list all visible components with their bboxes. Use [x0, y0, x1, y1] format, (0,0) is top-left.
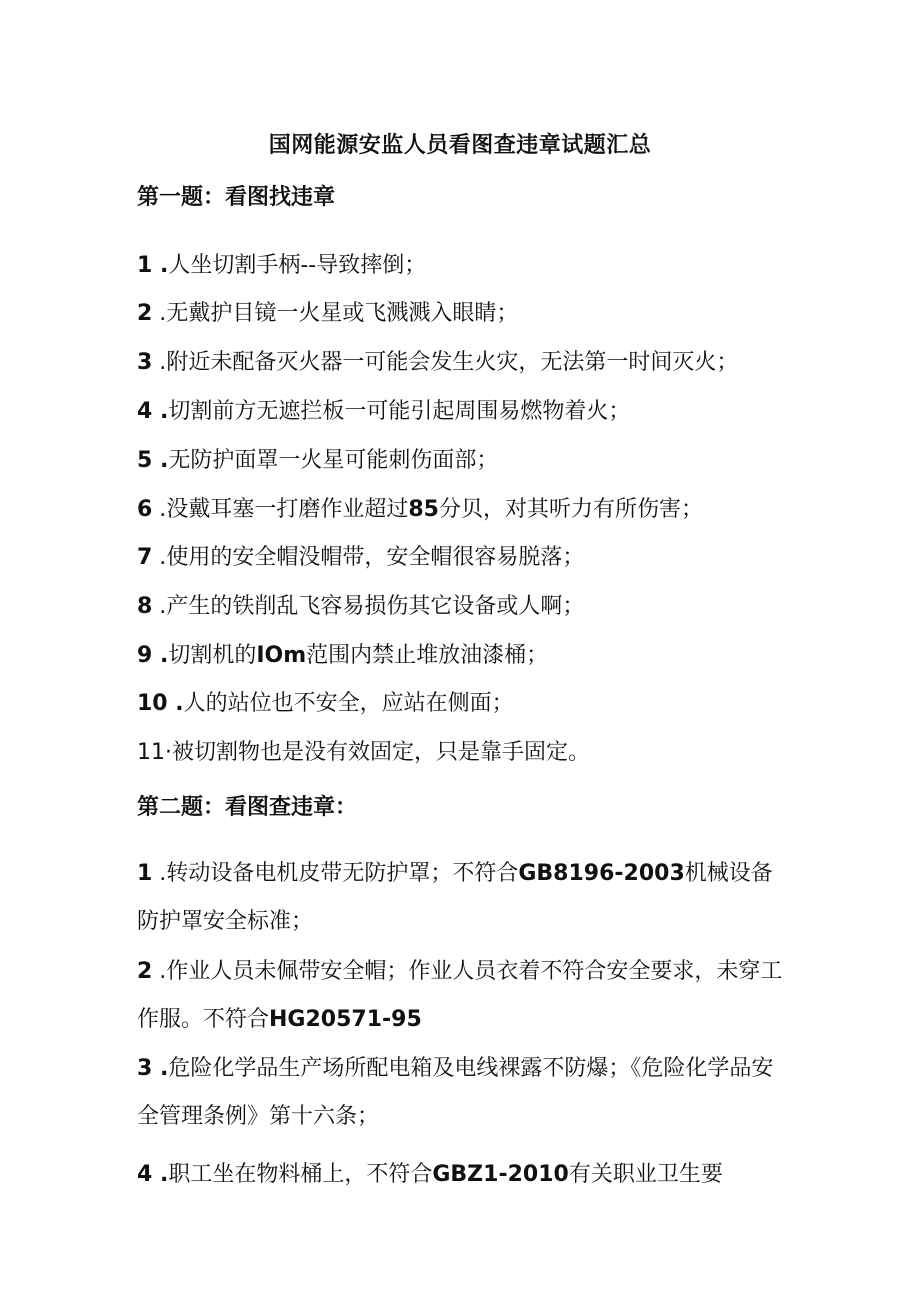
section-1-heading: 第一题：看图找违章 [137, 185, 336, 210]
list-item: 4 .职工坐在物料桶上，不符合GBZ1-2010有关职业卫生要 [137, 1162, 723, 1187]
section-2-heading: 第二题：看图查违章： [137, 795, 358, 820]
list-item: 3 .危险化学品生产场所配电箱及电线裸露不防爆；《危险化学品安全管理条例》第十六条； [137, 1056, 774, 1129]
list-item: 10 .人的站位也不安全，应站在侧面； [137, 691, 514, 716]
list-item: 11·被切割物也是没有效固定，只是靠手固定。 [137, 740, 591, 765]
list-item: 4 .切割前方无遮拦板一可能引起周围易燃物着火； [137, 399, 631, 424]
document-title: 国网能源安监人员看图查违章试题汇总 [268, 133, 652, 158]
list-item: 2 .无戴护目镜一火星或飞溅溅入眼睛； [137, 301, 519, 326]
list-item: 8 .产生的铁削乱飞容易损伤其它设备或人啊； [137, 594, 585, 619]
list-item: 1 .人坐切割手柄--导致摔倒； [137, 253, 427, 278]
list-item: 7 .使用的安全帽没帽带，安全帽很容易脱落； [137, 545, 585, 570]
list-item: 5 .无防护面罩一火星可能刺伤面部； [137, 448, 499, 473]
list-item: 3 .附近未配备灭火器一可能会发生火灾，无法第一时间灭火； [137, 350, 739, 375]
list-item: 6 .没戴耳塞一打磨作业超过85分贝，对其听力有所伤害； [137, 497, 703, 522]
list-item: 1 .转动设备电机皮带无防护罩；不符合GB8196-2003机械设备防护罩安全标准； [137, 861, 773, 934]
list-item: 2 .作业人员未佩带安全帽；作业人员衣着不符合安全要求，未穿工作服。不符合HG20571-95 [137, 959, 783, 1032]
list-item: 9 .切割机的IOm范围内禁止堆放油漆桶； [137, 643, 549, 668]
